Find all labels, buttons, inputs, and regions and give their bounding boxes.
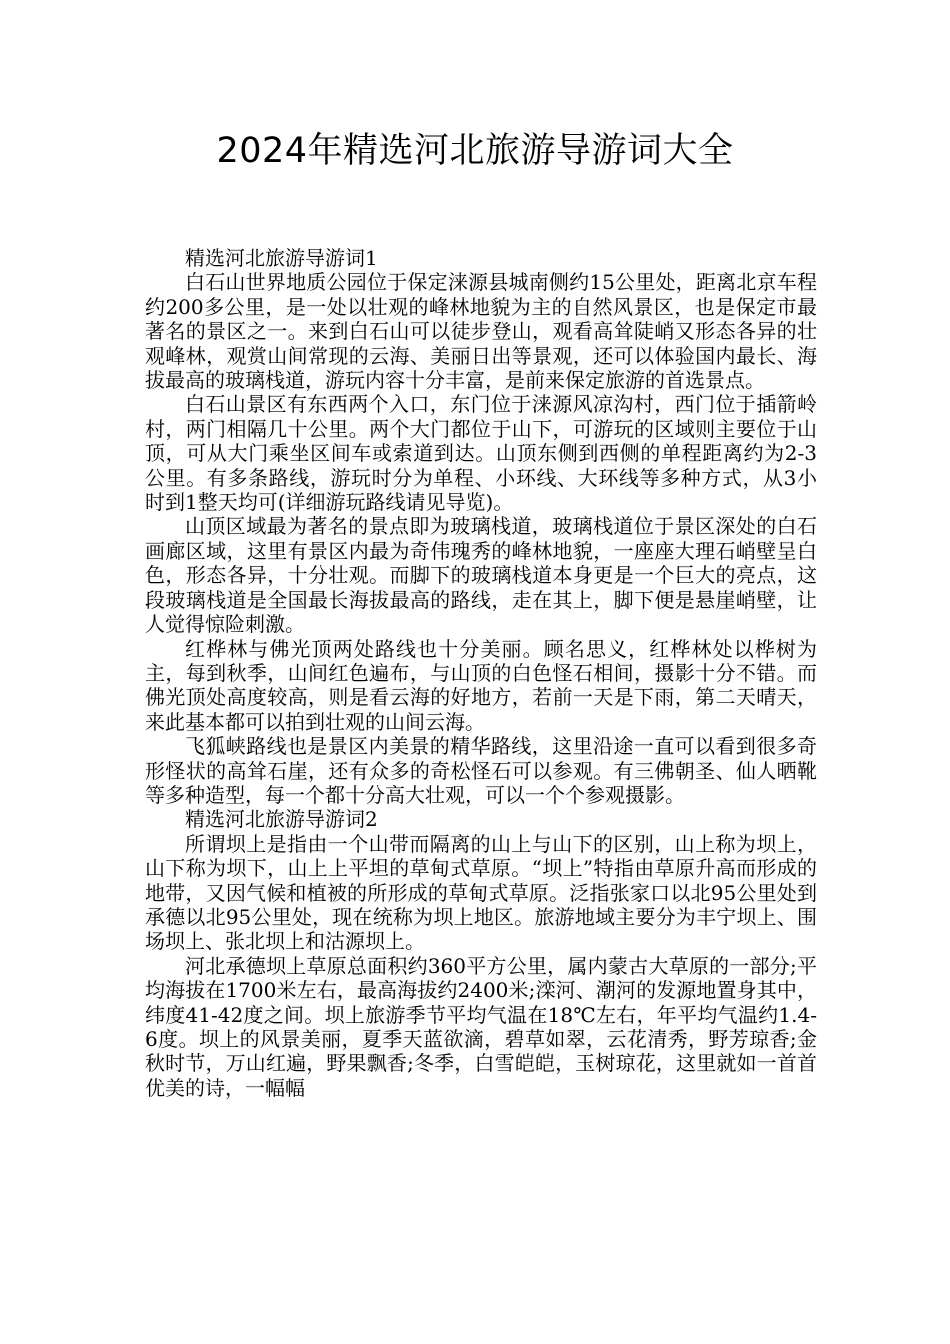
- section-heading-1: 精选河北旅游导游词1: [185, 246, 378, 270]
- paragraph: 白石山景区有东西两个入口，东门位于涞源风凉沟村，西门位于插箭岭村，两门相隔几十公里。两个大门都位于山下，可游玩的区域则主要位于山顶，可从大门乘坐区间车或索道到达。山顶东侧到西侧的单程距离约为2-3公里。有多条路线，游玩时分为单程、小环线、大环线等多种方式，从3小时到1整天均可(详细游玩路线请见导览)。: [145, 392, 817, 515]
- paragraph: 白石山世界地质公园位于保定涞源县城南侧约15公里处，距离北京车程约200多公里，是一处以壮观的峰林地貌为主的自然风景区，也是保定市最著名的景区之一。来到白石山可以徒步登山，观看高耸陡峭又形态各异的壮观峰林，观赏山间常现的云海、美丽日出等景观，还可以体验国内最长、海拔最高的玻璃栈道，游玩内容十分丰富，是前来保定旅游的首选景点。: [145, 270, 817, 393]
- paragraph: 红桦林与佛光顶两处路线也十分美丽。顾名思义，红桦林处以桦树为主，每到秋季，山间红色遍布，与山顶的白色怪石相间，摄影十分不错。而佛光顶处高度较高，则是看云海的好地方，若前一天是下雨，第二天晴天，来此基本都可以拍到壮观的山间云海。: [145, 636, 817, 734]
- document-body: [145, 246, 817, 1100]
- paragraph: 所谓坝上是指由一个山带而隔离的山上与山下的区别，山上称为坝上，山下称为坝下，山上上平坦的草甸式草原。“坝上”特指由草原升高而形成的地带，又因气候和植被的所形成的草甸式草原。泛指张家口以北95公里处到承德以北95公里处，现在统称为坝上地区。旅游地域主要分为丰宁坝上、围场坝上、张北坝上和沽源坝上。: [145, 831, 817, 954]
- paragraph: 飞狐峡路线也是景区内美景的精华路线，这里沿途一直可以看到很多奇形怪状的高耸石崖，还有众多的奇松怪石可以参观。有三佛朝圣、仙人晒靴等多种造型，每一个都十分高大壮观，可以一个个参观摄影。: [145, 734, 817, 807]
- paragraph: 河北承德坝上草原总面积约360平方公里，属内蒙古大草原的一部分;平均海拔在1700米左右，最高海拔约2400米;滦河、潮河的发源地置身其中，纬度41-42度之间。坝上旅游季节平均气温在18℃左右，年平均气温约1.4-6度。坝上的风景美丽，夏季天蓝欲滴，碧草如翠，云花清秀，野芳琼香;金秋时节，万山红遍，野果飘香;冬季，白雪皑皑，玉树琼花，这里就如一首首优美的诗，一幅幅: [145, 953, 817, 1100]
- paragraph: 山顶区域最为著名的景点即为玻璃栈道，玻璃栈道位于景区深处的白石画廊区域，这里有景区内最为奇伟瑰秀的峰林地貌，一座座大理石峭壁呈白色，形态各异，十分壮观。而脚下的玻璃栈道本身更是一个巨大的亮点，这段玻璃栈道是全国最长海拔最高的路线，走在其上，脚下便是悬崖峭壁，让人觉得惊险刺激。: [145, 514, 817, 637]
- section-heading-2: 精选河北旅游导游词2: [185, 807, 378, 832]
- document-title: 2024年精选河北旅游导游词大全: [216, 131, 734, 171]
